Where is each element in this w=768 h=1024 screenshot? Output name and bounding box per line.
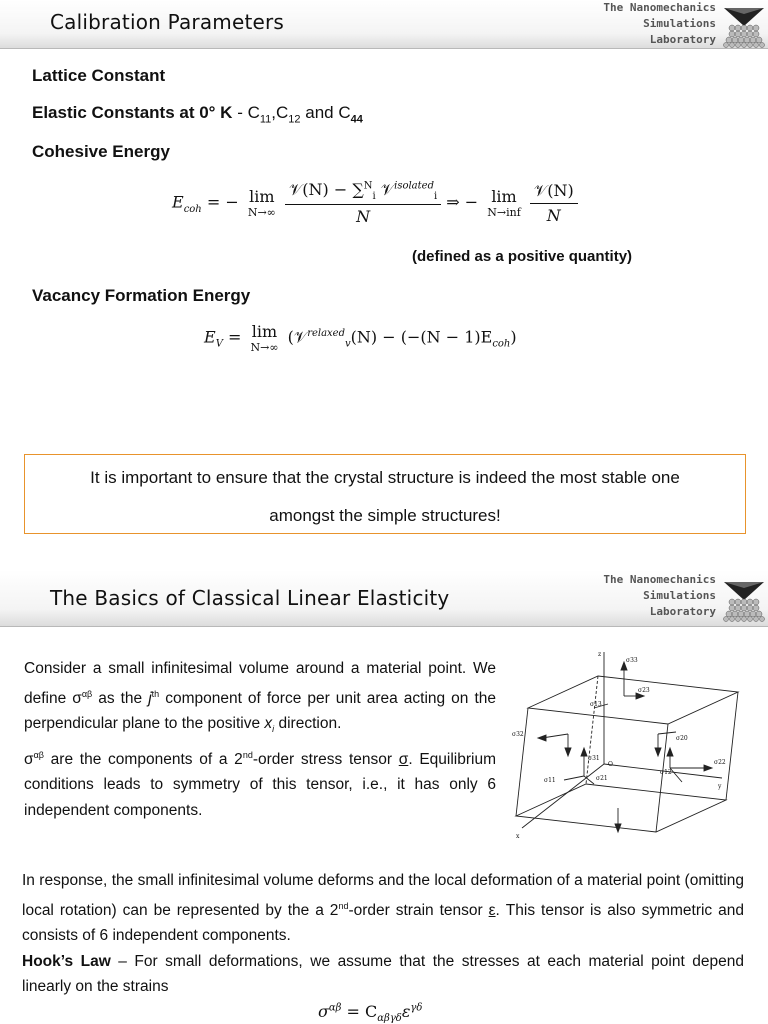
lim-word: lim — [251, 322, 278, 341]
stress-label: σ33 — [626, 657, 638, 664]
lab-name — [603, 0, 716, 48]
title-bar — [0, 570, 768, 627]
strain-tensor-symbol: ε — [488, 901, 496, 919]
fraction — [285, 180, 441, 226]
text-sup: th — [151, 688, 160, 699]
text-sub: i — [272, 724, 275, 735]
c11-sub: 11 — [259, 113, 272, 126]
formula-sup: γδ — [410, 1002, 423, 1014]
text-run: σ — [24, 750, 34, 768]
stress-cube-figure — [508, 648, 744, 848]
lim-word: lim — [249, 187, 275, 207]
axis-label-y: y — [718, 783, 722, 790]
frac-den: N — [546, 206, 561, 226]
frac-num: 𝒱(N) − ∑ — [288, 180, 364, 199]
formula-symbol: E — [172, 192, 184, 212]
lim-sub: N→∞ — [247, 206, 276, 220]
stability-callout — [24, 454, 746, 534]
text-run: Consider a small infinitesimal volume around a material point. We define σ — [24, 660, 496, 707]
text-sup: nd — [338, 900, 349, 911]
formula-op: = — [222, 327, 247, 347]
vacancy-formation-heading: Vacancy Formation Energy — [32, 286, 251, 305]
lim-word: lim — [491, 187, 517, 207]
text-run: component of force per unit area acting on the perpendicular plane to the positive — [24, 689, 496, 733]
text-sup: αβ — [81, 688, 93, 699]
frac-sup: N — [363, 180, 373, 192]
stress-label: σ20 — [676, 735, 688, 742]
stress-label: σ22 — [714, 759, 726, 766]
text-sup: nd — [242, 749, 253, 760]
frac-sub: i — [433, 191, 438, 203]
lab-line: The Nanomechanics — [603, 573, 716, 586]
positive-quantity-note: (defined as a positive quantity) — [412, 248, 633, 265]
hooks-law-label: Hook’s Law — [22, 952, 111, 970]
cohesive-energy-formula — [172, 180, 578, 226]
cohesive-energy-heading: Cohesive Energy — [32, 142, 170, 161]
lab-logo-icon — [722, 4, 766, 48]
text-run: . Equilibrium conditions leads to symmetry of this tensor, i.e., it has only 6 independent components. — [24, 750, 496, 819]
formula-sub: V — [215, 338, 223, 350]
slide-title: Calibration Parameters — [50, 10, 285, 34]
formula-op: = − — [201, 192, 244, 212]
lab-line: Simulations — [643, 589, 716, 602]
formula-symbol: ε — [401, 1002, 411, 1021]
title-bar — [0, 0, 768, 49]
text-run: In response, the small infinitesimal volume deforms and the local deformation of a material point (omitting local rotation) can be represented by the a 2 — [22, 872, 744, 919]
text-sup: αβ — [33, 749, 44, 760]
text-run: direction. — [274, 715, 342, 733]
formula-sup: αβ — [328, 1002, 342, 1014]
text-italic: j — [148, 689, 152, 707]
hookes-law-formula — [318, 1002, 422, 1024]
frac-num: 𝒱(N) — [530, 181, 578, 204]
formula-term: (𝒱 — [287, 327, 308, 347]
c44-sub: 44 — [350, 113, 363, 126]
lattice-constant-heading: Lattice Constant — [32, 66, 166, 85]
lab-logo-icon — [722, 578, 766, 622]
fraction — [530, 181, 578, 225]
formula-sub: v — [345, 338, 351, 350]
formula-term: = C — [341, 1002, 378, 1021]
elastic-bold: Elastic Constants at 0° K — [32, 103, 233, 122]
lim-sub: N→∞ — [250, 341, 279, 354]
limit — [251, 322, 279, 354]
formula-symbol: E — [204, 327, 216, 347]
lab-line: Simulations — [643, 17, 716, 30]
formula-term: ) — [510, 327, 517, 347]
callout-line: It is important to ensure that the crystal structure is indeed the most stable one — [90, 468, 680, 487]
stress-tensor-symbol: σ — [398, 750, 409, 768]
lab-name — [603, 572, 716, 620]
stress-label: σ13 — [590, 701, 602, 708]
text-run: are the components of a 2 — [43, 750, 243, 768]
frac-sup: isolated — [394, 180, 434, 192]
formula-sub: coh — [492, 338, 511, 350]
stress-label: σ21 — [596, 775, 608, 782]
lim-sub: N→inf — [487, 206, 521, 220]
stress-label: σ11 — [544, 777, 556, 784]
lab-line: Laboratory — [649, 605, 716, 618]
formula-symbol: σ — [318, 1002, 329, 1021]
text-run: . This tensor is also symmetric and consists of 6 independent components. — [22, 901, 744, 945]
elastic-constants-heading — [32, 103, 363, 125]
limit — [487, 187, 521, 219]
stress-label: σ31 — [588, 755, 600, 762]
formula-sup: relaxed — [307, 328, 346, 340]
text-italic: x — [264, 715, 273, 733]
frac-den: N — [356, 207, 371, 227]
stress-label: σ23 — [638, 687, 650, 694]
axis-label-z: z — [598, 651, 602, 658]
text-run: -order stress tensor — [252, 750, 399, 768]
frac-num-v: 𝒱 — [375, 180, 395, 199]
text-run: – For small deformations, we assume that the stresses at each material point depend linearly on the strains — [22, 952, 744, 996]
formula-sub: αβγδ — [377, 1013, 402, 1024]
c12-sub: 12 — [288, 113, 301, 126]
stress-label: σ32 — [512, 731, 524, 738]
c-label: and C — [300, 103, 351, 122]
lab-line: The Nanomechanics — [603, 1, 716, 14]
origin-label: O — [608, 761, 613, 768]
limit — [248, 187, 276, 219]
text-run: as the — [92, 689, 149, 707]
callout-line: amongst the simple structures! — [269, 506, 501, 525]
strain-paragraph — [22, 868, 744, 1000]
c-label: - C — [232, 103, 260, 122]
slide-title: The Basics of Classical Linear Elasticity — [50, 586, 450, 610]
formula-op: ⇒ − — [446, 192, 484, 212]
vacancy-energy-formula — [204, 322, 517, 354]
stress-label: σ12 — [660, 769, 672, 776]
lab-line: Laboratory — [649, 33, 716, 46]
frac-sub: i — [372, 191, 376, 203]
stress-definition-paragraph — [24, 656, 496, 823]
formula-sub: coh — [183, 203, 202, 215]
c-label: ,C — [271, 103, 289, 122]
text-run: -order strain tensor — [348, 901, 489, 919]
axis-label-x: x — [516, 833, 520, 840]
formula-term: (N) − (−(N − 1)E — [350, 327, 493, 347]
